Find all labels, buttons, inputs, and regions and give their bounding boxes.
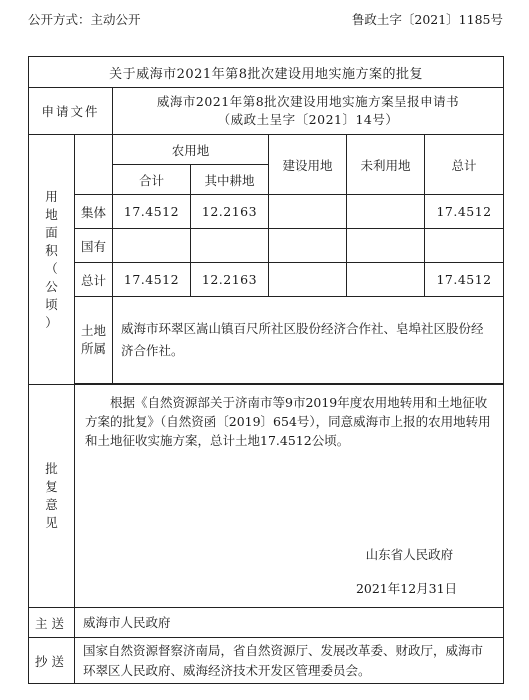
main-recipient-value: 威海市人民政府 <box>75 608 504 638</box>
cell-unused <box>347 195 425 229</box>
copy-to-value: 国家自然资源督察济南局，省自然资源厅、发展改革委、财政厅，威海市环翠区人民政府、威海经济技术开发区管理委员会。 <box>75 638 504 684</box>
header-total: 总计 <box>425 135 504 195</box>
land-ownership-value: 威海市环翠区嵩山镇百尺所社区股份经济合作社、皂埠社区股份经济合作社。 <box>113 297 504 384</box>
cell-total <box>425 229 504 263</box>
cell-total: 17.4512 <box>425 263 504 297</box>
approval-opinion-label: 批 复 意 见 <box>29 385 75 608</box>
cell-construction <box>269 229 347 263</box>
cell-total: 17.4512 <box>425 195 504 229</box>
cell-construction <box>269 263 347 297</box>
header-subtotal: 合计 <box>113 165 191 195</box>
table-row <box>29 263 504 297</box>
approval-date: 2021年12月31日 <box>355 581 458 596</box>
cell-unused <box>347 229 425 263</box>
main-recipient-label: 主送 <box>29 608 75 638</box>
row-label-state-owned: 国有 <box>75 229 113 263</box>
header-unused-land: 未利用地 <box>347 135 425 195</box>
document-number: 鲁政土字〔2021〕1185号 <box>351 12 503 27</box>
header-arable: 其中耕地 <box>191 165 269 195</box>
application-document <box>113 88 504 135</box>
document-header <box>28 10 503 32</box>
cell-subtotal: 17.4512 <box>113 263 191 297</box>
issuing-authority: 山东省人民政府 <box>365 547 454 562</box>
cell-arable: 12.2163 <box>191 263 269 297</box>
cell-unused <box>347 263 425 297</box>
approval-opinion <box>75 385 504 608</box>
cell-subtotal <box>113 229 191 263</box>
land-area-label: 用 地 面 积 （ 公 顷 ） <box>29 135 75 385</box>
row-label-collective: 集体 <box>75 195 113 229</box>
disclosure-method: 公开方式：主动公开 <box>28 12 141 27</box>
corner-cell <box>75 135 113 195</box>
cell-subtotal: 17.4512 <box>113 195 191 229</box>
application-title: 威海市2021年第8批次建设用地实施方案呈报申请书 <box>156 94 460 109</box>
row-label-grand-total: 总计 <box>75 263 113 297</box>
application-number: （威政土呈字〔2021〕14号） <box>217 112 399 127</box>
table-row <box>29 229 504 263</box>
cell-construction <box>269 195 347 229</box>
land-ownership-label: 土地 所属 <box>75 297 113 384</box>
cell-arable <box>191 229 269 263</box>
approval-form-table <box>28 56 504 684</box>
approval-opinion-text: 根据《自然资源部关于济南市等9市2019年度农用地转用和土地征收方案的批复》（自然资函〔2019〕654号），同意威海市上报的农用地转用和土地征收实施方案，总计土地17.4512公顷。 <box>85 395 491 448</box>
cell-arable: 12.2163 <box>191 195 269 229</box>
header-farmland: 农用地 <box>113 135 269 165</box>
application-label: 申请文件 <box>29 88 113 135</box>
copy-to-label: 抄送 <box>29 638 75 684</box>
header-construction-land: 建设用地 <box>269 135 347 195</box>
table-row <box>29 195 504 229</box>
document-title: 关于威海市2021年第8批次建设用地实施方案的批复 <box>29 57 504 88</box>
